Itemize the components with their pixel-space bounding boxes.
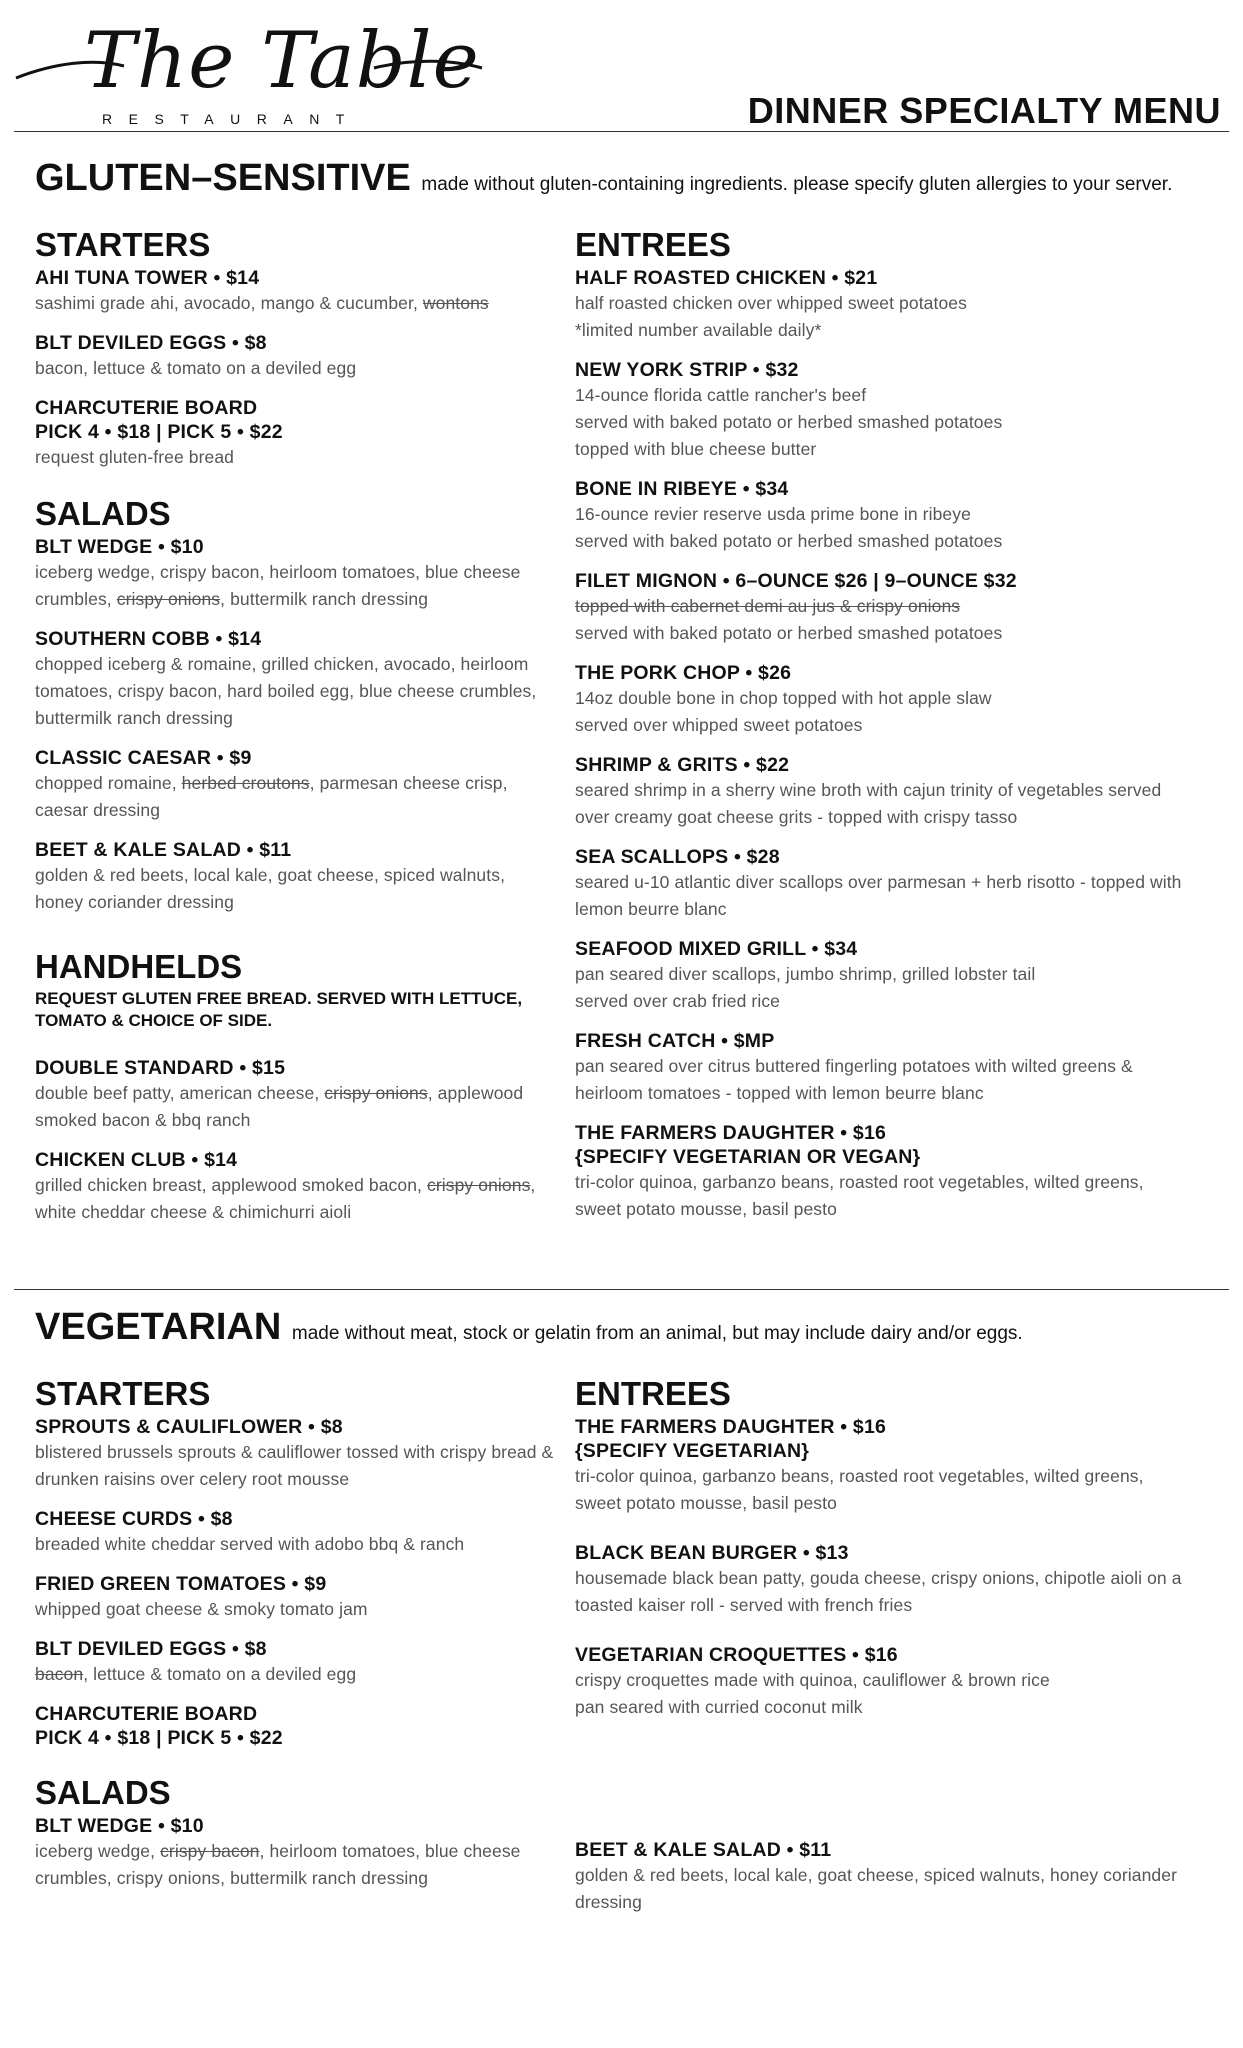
menu-item <box>35 1814 555 1892</box>
item-name: SOUTHERN COBB • $14 <box>35 628 262 650</box>
item-desc: 14oz double bone in chop topped with hot apple slaw <box>575 688 992 708</box>
menu-item <box>575 845 1185 923</box>
item-desc: whipped goat cheese & smoky tomato jam <box>35 1599 368 1619</box>
menu-item <box>575 1121 1185 1223</box>
vegetarian-right-column <box>575 1377 1185 1721</box>
header-divider <box>14 131 1229 132</box>
item-name: SPROUTS & CAULIFLOWER • $8 <box>35 1416 343 1438</box>
veg-entrees-title: ENTREES <box>575 1375 731 1412</box>
item-name: THE PORK CHOP • $26 <box>575 662 792 684</box>
menu-item <box>575 569 1185 647</box>
menu-item <box>35 535 555 613</box>
item-desc: iceberg wedge, crispy bacon, heirloom tomatoes, blue cheese crumbles, crispy onions, buttermilk ranch dressing <box>35 562 521 609</box>
item-desc: grilled chicken breast, applewood smoked bacon, crispy onions, white cheddar cheese & chimichurri aioli <box>35 1175 536 1222</box>
item-desc: topped with cabernet demi au jus & crispy onions <box>575 596 961 616</box>
item-name: BEET & KALE SALAD • $11 <box>575 1839 832 1861</box>
item-desc-line2: served over whipped sweet potatoes <box>575 715 863 735</box>
item-name: FILET MIGNON • 6–OUNCE $26 | 9–OUNCE $32 <box>575 570 1017 592</box>
menu-item <box>35 1148 555 1226</box>
item-desc: crispy croquettes made with quinoa, cauliflower & brown rice <box>575 1670 1050 1690</box>
item-desc: request gluten-free bread <box>35 447 235 467</box>
gluten-starters-title: STARTERS <box>35 226 211 263</box>
gluten-heading-note: made without gluten-containing ingredients. please specify gluten allergies to your server. <box>421 174 1173 195</box>
item-name: FRESH CATCH • $MP <box>575 1030 775 1052</box>
gluten-right-column <box>575 228 1185 1223</box>
menu-item <box>35 1637 555 1688</box>
menu-item <box>575 1643 1185 1721</box>
menu-item <box>575 753 1185 831</box>
menu-item <box>575 937 1185 1015</box>
logo-script: The Table <box>84 16 480 106</box>
menu-item <box>575 661 1185 739</box>
item-name: BLT DEVILED EGGS • $8 <box>35 1638 267 1660</box>
menu-item <box>575 266 1185 344</box>
item-name: CHARCUTERIE BOARD <box>35 1703 258 1725</box>
gluten-heading-title: GLUTEN–SENSITIVE <box>35 157 411 199</box>
menu-item <box>35 1702 555 1750</box>
item-desc-line2: served with baked potato or herbed smashed potatoes <box>575 412 1003 432</box>
gluten-entrees-title: ENTREES <box>575 226 731 263</box>
item-desc: tri-color quinoa, garbanzo beans, roasted root vegetables, wilted greens, sweet potato mousse, basil pesto <box>575 1172 1144 1219</box>
menu-item <box>575 1415 1185 1517</box>
item-name: CHEESE CURDS • $8 <box>35 1508 233 1530</box>
item-name-line2: PICK 4 • $18 | PICK 5 • $22 <box>35 421 283 443</box>
item-desc: iceberg wedge, crispy bacon, heirloom tomatoes, blue cheese crumbles, crispy onions, buttermilk ranch dressing <box>35 1841 521 1888</box>
item-name: BLT WEDGE • $10 <box>35 1815 204 1837</box>
item-desc: golden & red beets, local kale, goat cheese, spiced walnuts, honey coriander dressing <box>575 1865 1178 1912</box>
item-desc-line2: served over crab fried rice <box>575 991 781 1011</box>
item-desc: bacon, lettuce & tomato on a deviled egg <box>35 1664 357 1684</box>
gluten-salads-title: SALADS <box>35 495 171 532</box>
menu-item <box>35 838 555 916</box>
menu-item <box>575 358 1185 463</box>
menu-item <box>35 1572 555 1623</box>
section-divider <box>14 1289 1229 1290</box>
item-desc-line2: served with baked potato or herbed smashed potatoes <box>575 623 1003 643</box>
item-name: BLT DEVILED EGGS • $8 <box>35 332 267 354</box>
item-desc: chopped romaine, herbed croutons, parmesan cheese crisp, caesar dressing <box>35 773 508 820</box>
menu-item <box>35 627 555 732</box>
item-name: DOUBLE STANDARD • $15 <box>35 1057 286 1079</box>
item-name: VEGETARIAN CROQUETTES • $16 <box>575 1644 898 1666</box>
gluten-heading <box>35 157 1172 200</box>
menu-item <box>35 746 555 824</box>
item-desc: pan seared over citrus buttered fingerling potatoes with wilted greens & heirloom tomatoes - topped with lemon beurre blanc <box>575 1056 1133 1103</box>
menu-item <box>575 477 1185 555</box>
item-name: BLT WEDGE • $10 <box>35 536 204 558</box>
item-desc: blistered brussels sprouts & cauliflower tossed with crispy bread & drunken raisins over celery root mousse <box>35 1442 554 1489</box>
menu-item <box>575 1029 1185 1107</box>
item-name-line2: PICK 4 • $18 | PICK 5 • $22 <box>35 1727 283 1749</box>
vegetarian-heading-title: VEGETARIAN <box>35 1306 282 1348</box>
item-desc: 14-ounce florida cattle rancher's beef <box>575 385 867 405</box>
item-desc: tri-color quinoa, garbanzo beans, roasted root vegetables, wilted greens, sweet potato mousse, basil pesto <box>575 1466 1144 1513</box>
menu-item <box>35 1507 555 1558</box>
menu-item <box>35 266 555 317</box>
item-name: HALF ROASTED CHICKEN • $21 <box>575 267 878 289</box>
gluten-handhelds-title: HANDHELDS <box>35 948 243 985</box>
menu-item <box>35 331 555 382</box>
vegetarian-heading <box>35 1306 1023 1349</box>
item-name: FRIED GREEN TOMATOES • $9 <box>35 1573 327 1595</box>
item-name: THE FARMERS DAUGHTER • $16 <box>575 1416 887 1438</box>
menu-title: DINNER SPECIALTY MENU <box>747 90 1221 131</box>
restaurant-logo <box>14 18 484 130</box>
item-desc-line2: *limited number available daily* <box>575 320 822 340</box>
item-name: SHRIMP & GRITS • $22 <box>575 754 790 776</box>
logo-subtitle: RESTAURANT <box>102 111 361 127</box>
item-name: BONE IN RIBEYE • $34 <box>575 478 789 500</box>
item-name: CHICKEN CLUB • $14 <box>35 1149 238 1171</box>
item-name: SEAFOOD MIXED GRILL • $34 <box>575 938 858 960</box>
item-name-line2: {SPECIFY VEGETARIAN OR VEGAN} <box>575 1146 921 1168</box>
veg-salads-title: SALADS <box>35 1774 171 1811</box>
item-name: BLACK BEAN BURGER • $13 <box>575 1542 849 1564</box>
menu-item <box>35 1415 555 1493</box>
item-desc: breaded white cheddar served with adobo bbq & ranch <box>35 1534 465 1554</box>
item-desc: sashimi grade ahi, avocado, mango & cucumber, wontons <box>35 293 489 313</box>
veg-starters-title: STARTERS <box>35 1375 211 1412</box>
item-desc: seared shrimp in a sherry wine broth with cajun trinity of vegetables served over creamy goat cheese grits - topped with crispy tasso <box>575 780 1162 827</box>
vegetarian-left-column <box>35 1377 555 1892</box>
vegetarian-heading-note: made without meat, stock or gelatin from an animal, but may include dairy and/or eggs. <box>291 1323 1023 1344</box>
item-desc: housemade black bean patty, gouda cheese, crispy onions, chipotle aioli on a toasted kaiser roll - served with french fries <box>575 1568 1182 1615</box>
item-name: AHI TUNA TOWER • $14 <box>35 267 260 289</box>
item-name: THE FARMERS DAUGHTER • $16 <box>575 1122 887 1144</box>
menu-item <box>575 1541 1185 1619</box>
menu-item <box>35 396 555 471</box>
item-desc: seared u-10 atlantic diver scallops over parmesan + herb risotto - topped with lemon beurre blanc <box>575 872 1182 919</box>
gluten-left-column <box>35 228 555 1226</box>
item-name-line2: {SPECIFY VEGETARIAN} <box>575 1440 810 1462</box>
item-name: NEW YORK STRIP • $32 <box>575 359 799 381</box>
veg-beet-kale-item <box>575 1838 1185 1916</box>
item-desc: golden & red beets, local kale, goat cheese, spiced walnuts, honey coriander dressing <box>35 865 506 912</box>
item-name: CHARCUTERIE BOARD <box>35 397 258 419</box>
item-desc: pan seared diver scallops, jumbo shrimp, grilled lobster tail <box>575 964 1036 984</box>
item-desc: double beef patty, american cheese, crispy onions, applewood smoked bacon & bbq ranch <box>35 1083 524 1130</box>
item-desc-line3: topped with blue cheese butter <box>575 439 817 459</box>
item-desc-line2: pan seared with curried coconut milk <box>575 1697 863 1717</box>
item-desc: chopped iceberg & romaine, grilled chicken, avocado, heirloom tomatoes, crispy bacon, hard boiled egg, blue cheese crumbles, buttermilk ranch dressing <box>35 654 537 728</box>
item-desc: bacon, lettuce & tomato on a deviled egg <box>35 358 357 378</box>
item-name: CLASSIC CAESAR • $9 <box>35 747 252 769</box>
item-name: SEA SCALLOPS • $28 <box>575 846 780 868</box>
handhelds-note: REQUEST GLUTEN FREE BREAD. SERVED WITH LETTUCE, TOMATO & CHOICE OF SIDE. <box>35 989 523 1030</box>
item-desc-line2: served with baked potato or herbed smashed potatoes <box>575 531 1003 551</box>
item-desc: half roasted chicken over whipped sweet potatoes <box>575 293 967 313</box>
item-desc: 16-ounce revier reserve usda prime bone in ribeye <box>575 504 971 524</box>
item-name: BEET & KALE SALAD • $11 <box>35 839 292 861</box>
menu-item <box>35 1056 555 1134</box>
